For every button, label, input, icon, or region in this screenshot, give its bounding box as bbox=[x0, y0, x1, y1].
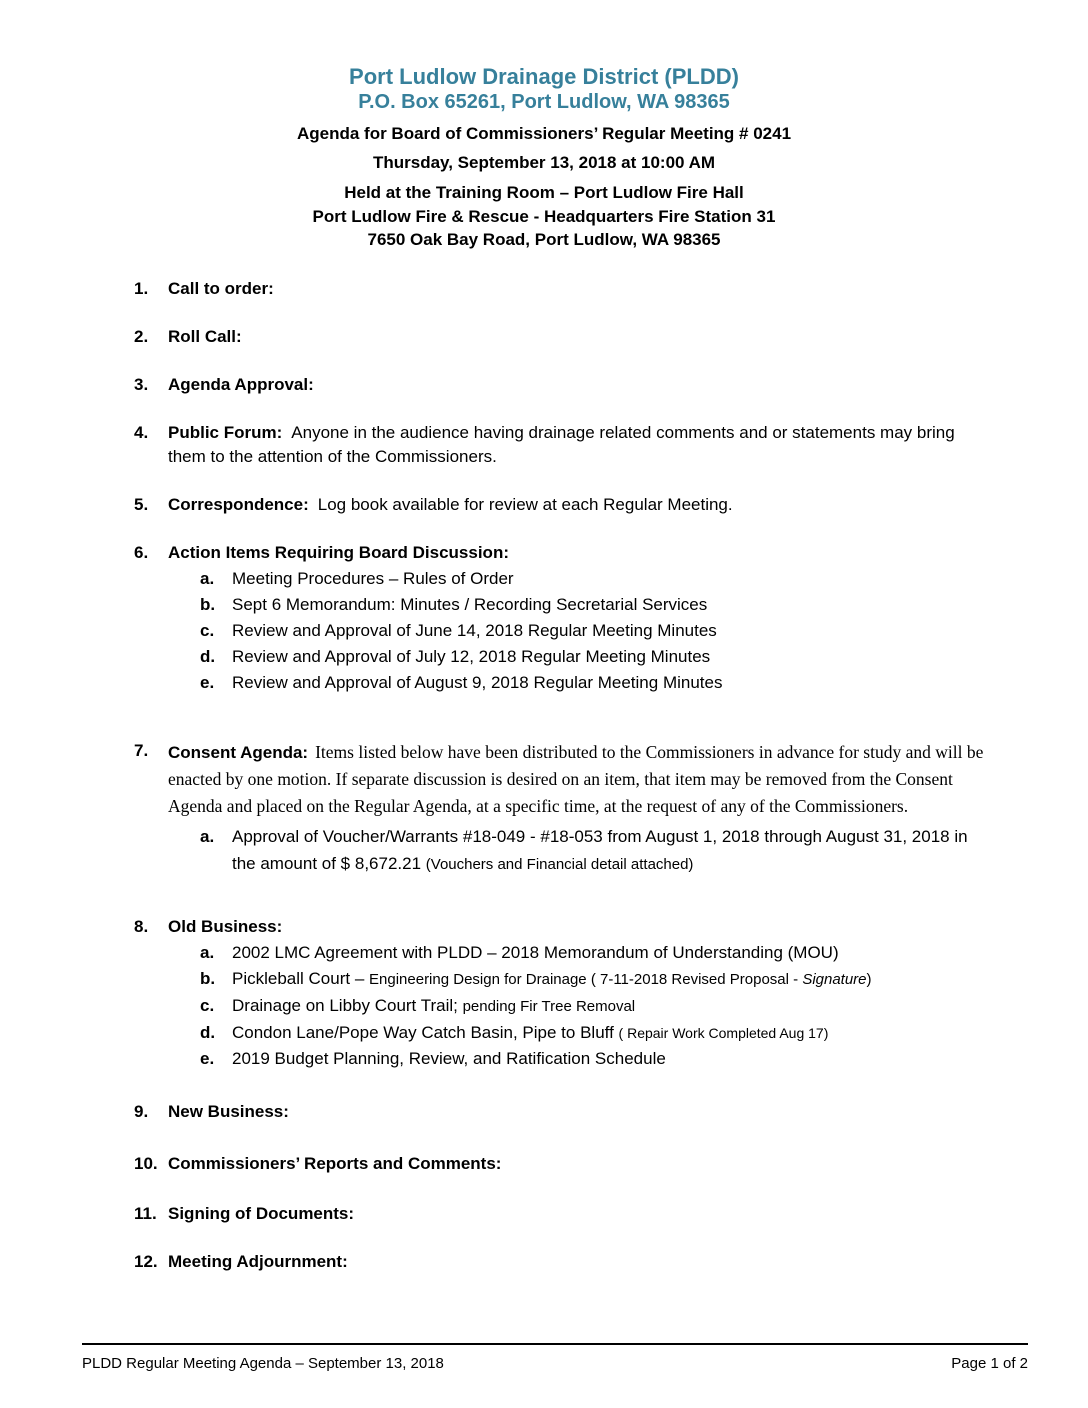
sub-item-letter: a. bbox=[200, 827, 215, 846]
item-title: New Business: bbox=[168, 1102, 289, 1121]
sub-item-text bbox=[232, 1020, 988, 1046]
agenda-list bbox=[0, 250, 1088, 1274]
sub-item bbox=[200, 823, 988, 878]
agenda-item-8 bbox=[134, 915, 988, 1072]
item-title: Correspondence: bbox=[168, 495, 309, 514]
meeting-location-line3: 7650 Oak Bay Road, Port Ludlow, WA 98365 bbox=[367, 230, 721, 249]
sub-item-letter: e. bbox=[200, 1049, 215, 1068]
agenda-item-10 bbox=[134, 1152, 988, 1176]
item-title: Commissioners’ Reports and Comments: bbox=[168, 1154, 502, 1173]
meeting-datetime: Thursday, September 13, 2018 at 10:00 AM bbox=[372, 153, 716, 172]
sub-item bbox=[200, 1046, 988, 1072]
item-body-serif: Items listed below have been distributed to the Commissioners in advance for study and will be enacted by one motion. If separate discussion is desired on an item, that item may be removed from the Consent Agenda and placed on the Regular Agenda, at a specific time, at the request of any of the Commissioners. bbox=[168, 742, 984, 816]
item-title: Signing of Documents: bbox=[168, 1204, 355, 1223]
org-address: P.O. Box 65261, Port Ludlow, WA 98365 bbox=[358, 91, 730, 113]
sub-item-text: Meeting Procedures – Rules of Order bbox=[232, 569, 514, 588]
sub-item-list bbox=[200, 940, 988, 1072]
sub-item-letter: c. bbox=[200, 621, 215, 640]
sub-item-text bbox=[232, 823, 988, 878]
item-number: 10. bbox=[134, 1154, 158, 1173]
item-title: Roll Call: bbox=[168, 327, 242, 346]
sub-item-main: Approval of Voucher/Warrants #18-049 - #18-053 from August 1, 2018 through August 31, 2018 in the amount of $ 8,672.21 bbox=[232, 827, 968, 873]
sub-item-text: Review and Approval of June 14, 2018 Regular Meeting Minutes bbox=[232, 621, 717, 640]
agenda-title: Agenda for Board of Commissioners’ Regular Meeting # 0241 bbox=[296, 124, 792, 143]
sub-item-note: ( Repair Work Completed Aug 17) bbox=[618, 1025, 829, 1041]
item-number: 7. bbox=[134, 741, 149, 760]
footer-page-number: Page 1 of 2 bbox=[951, 1355, 1028, 1372]
item-title: Consent Agenda: bbox=[168, 743, 309, 762]
agenda-item-9 bbox=[134, 1100, 988, 1124]
agenda-item-3 bbox=[134, 373, 988, 397]
item-title: Old Business: bbox=[168, 917, 283, 936]
sub-item-letter: e. bbox=[200, 673, 215, 692]
document-header bbox=[0, 0, 1088, 250]
agenda-item-5 bbox=[134, 493, 988, 517]
sub-item bbox=[200, 1020, 988, 1046]
sub-item-text bbox=[232, 966, 988, 993]
sub-item-list bbox=[200, 823, 988, 878]
sub-item-main: Condon Lane/Pope Way Catch Basin, Pipe to Bluff bbox=[232, 1023, 619, 1042]
sub-item bbox=[200, 618, 988, 644]
sub-item-letter: c. bbox=[200, 996, 215, 1015]
document-footer bbox=[82, 1343, 1028, 1373]
item-body: Log book available for review at each Regular Meeting. bbox=[317, 495, 733, 514]
sub-item-note: (Vouchers and Financial detail attached) bbox=[425, 856, 694, 873]
footer-left-text: PLDD Regular Meeting Agenda – September 13, 2018 bbox=[82, 1355, 444, 1372]
sub-item-main: Pickleball Court – bbox=[232, 969, 370, 988]
item-title: Public Forum: bbox=[168, 423, 283, 442]
agenda-item-1 bbox=[134, 277, 988, 301]
agenda-item-12 bbox=[134, 1250, 988, 1274]
sub-item-letter: d. bbox=[200, 1023, 216, 1042]
sub-item-main: Drainage on Libby Court Trail; bbox=[232, 996, 463, 1015]
agenda-item-7 bbox=[134, 739, 988, 878]
sub-item-letter: d. bbox=[200, 647, 216, 666]
agenda-item-2 bbox=[134, 325, 988, 349]
meeting-location-line1: Held at the Training Room – Port Ludlow Fire Hall bbox=[344, 183, 744, 202]
sub-item-text: 2019 Budget Planning, Review, and Ratification Schedule bbox=[232, 1049, 666, 1068]
sub-item-list bbox=[200, 566, 988, 696]
item-number: 6. bbox=[134, 543, 149, 562]
sub-item bbox=[200, 670, 988, 696]
sub-item bbox=[200, 940, 988, 966]
item-number: 8. bbox=[134, 917, 149, 936]
sub-item bbox=[200, 566, 988, 592]
item-body: Anyone in the audience having drainage related comments and or statements may bring them to the attention of the Commissioners. bbox=[168, 423, 955, 466]
sub-item-letter: b. bbox=[200, 969, 216, 988]
sub-item-text: 2002 LMC Agreement with PLDD – 2018 Memorandum of Understanding (MOU) bbox=[232, 943, 839, 962]
sub-item-letter: b. bbox=[200, 595, 216, 614]
item-title: Agenda Approval: bbox=[168, 375, 314, 394]
agenda-item-6 bbox=[134, 541, 988, 696]
sub-item-note: pending Fir Tree Removal bbox=[462, 998, 636, 1015]
item-number: 3. bbox=[134, 375, 149, 394]
sub-item bbox=[200, 966, 988, 993]
meeting-location-line2: Port Ludlow Fire & Rescue - Headquarters Fire Station 31 bbox=[312, 207, 776, 226]
sub-item-text: Review and Approval of August 9, 2018 Regular Meeting Minutes bbox=[232, 673, 723, 692]
sub-item bbox=[200, 592, 988, 618]
agenda-item-4 bbox=[134, 421, 988, 469]
sub-item-text: Sept 6 Memorandum: Minutes / Recording Secretarial Services bbox=[232, 595, 708, 614]
sub-item-letter: a. bbox=[200, 569, 215, 588]
item-title: Call to order: bbox=[168, 279, 274, 298]
item-title: Action Items Requiring Board Discussion: bbox=[168, 543, 509, 562]
item-number: 11. bbox=[134, 1204, 157, 1223]
item-number: 1. bbox=[134, 279, 149, 298]
org-name: Port Ludlow Drainage District (PLDD) bbox=[349, 64, 739, 89]
sub-item bbox=[200, 993, 988, 1020]
sub-item-text: Review and Approval of July 12, 2018 Regular Meeting Minutes bbox=[232, 647, 711, 666]
item-number: 9. bbox=[134, 1102, 149, 1121]
sub-item-text bbox=[232, 993, 988, 1020]
sub-item-note-tail: ) bbox=[866, 971, 872, 988]
sub-item bbox=[200, 644, 988, 670]
sub-item-note: Engineering Design for Drainage ( 7-11-2018 Revised Proposal - bbox=[369, 971, 803, 988]
item-number: 5. bbox=[134, 495, 149, 514]
agenda-item-11 bbox=[134, 1202, 988, 1226]
item-number: 4. bbox=[134, 423, 149, 442]
sub-item-letter: a. bbox=[200, 943, 215, 962]
item-title: Meeting Adjournment: bbox=[168, 1252, 348, 1271]
item-number: 12. bbox=[134, 1252, 158, 1271]
item-number: 2. bbox=[134, 327, 149, 346]
sub-item-note-italic: Signature bbox=[802, 971, 867, 988]
